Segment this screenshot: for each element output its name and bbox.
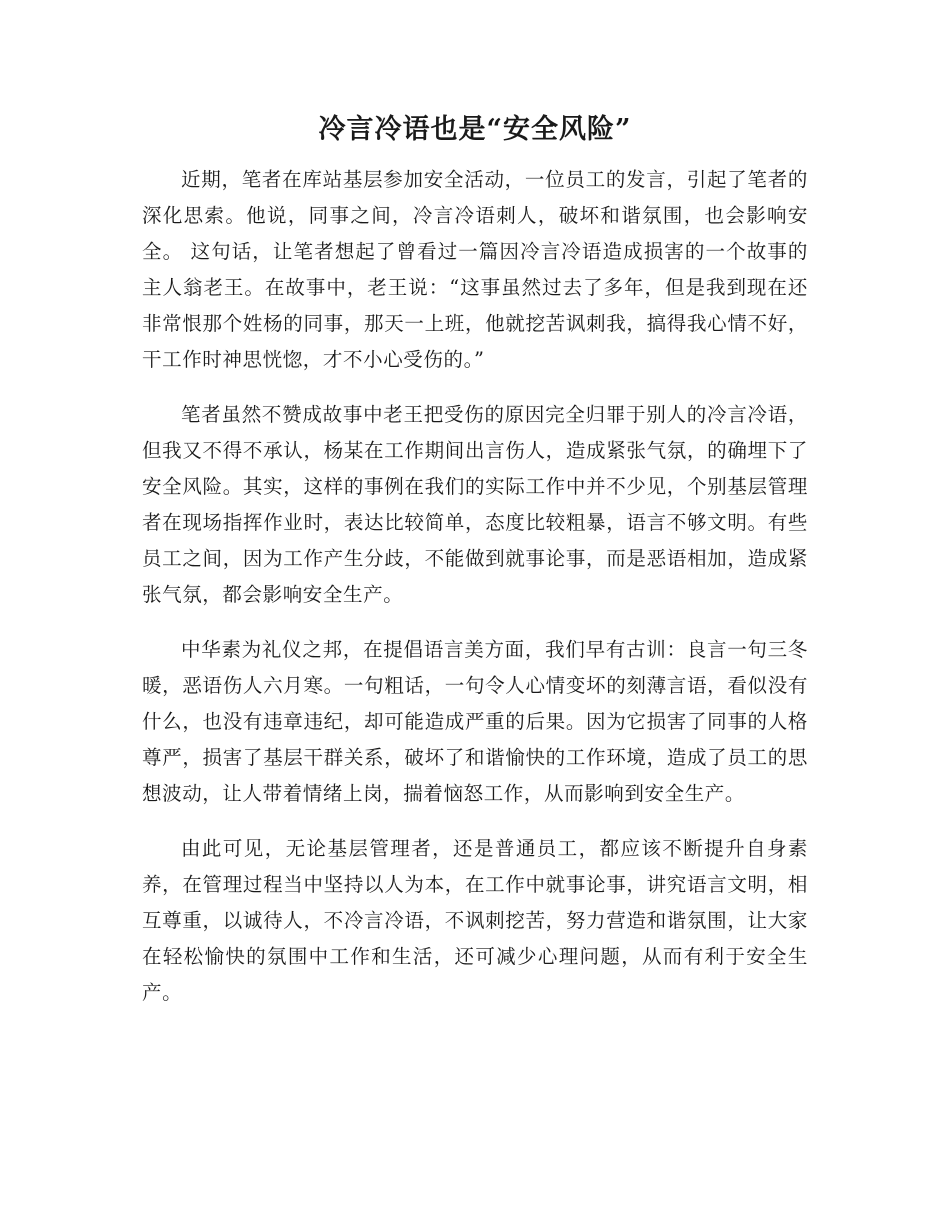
paragraph-4: 由此可见，无论基层管理者，还是普通员工，都应该不断提升自身素养，在管理过程当中坚持以人为本，在工作中就事论事，讲究语言文明，相互尊重，以诚待人，不冷言冷语，不讽刺挖苦，努力营造和谐氛围，让大家在轻松愉快的氛围中工作和生活，还可减少心理问题，从而有利于安全生产。 [142,837,808,1004]
paragraph-3: 中华素为礼仪之邦，在提倡语言美方面，我们早有古训：良言一句三冬暖，恶语伤人六月寒。一句粗话，一句令人心情变坏的刻薄言语，看似没有什么，也没有违章违纪，却可能造成严重的后果。因为它损害了同事的人格尊严，损害了基层干群关系，破坏了和谐愉快的工作环境，造成了员工的思想波动，让人带着情绪上岗，揣着恼怒工作，从而影响到安全生产。 [142,638,808,805]
document-page [142,110,808,1030]
document-title: 冷言冷语也是“安全风险” [318,114,632,145]
paragraph-1: 近期，笔者在库站基层参加安全活动，一位员工的发言，引起了笔者的深化思索。他说，同事之间，冷言冷语刺人，破坏和谐氛围，也会影响安全。 这句话，让笔者想起了曾看过一篇因冷言冷语造成损害的一个故事的主人翁老王。在故事中，老王说：“这事虽然过去了多年，但是我到现在还非常恨那个姓杨的同事，那天一上班，他就挖苦讽刺我，搞得我心情不好，干工作时神思恍惚，才不小心受伤的。” [142,168,808,371]
paragraph-2: 笔者虽然不赞成故事中老王把受伤的原因完全归罪于别人的冷言冷语，但我又不得不承认，杨某在工作期间出言伤人，造成紧张气氛，的确埋下了安全风险。其实，这样的事例在我们的实际工作中并不少见，个别基层管理者在现场指挥作业时，表达比较简单，态度比较粗暴，语言不够文明。有些员工之间，因为工作产生分歧，不能做到就事论事，而是恶语相加，造成紧张气氛，都会影响安全生产。 [142,403,808,606]
